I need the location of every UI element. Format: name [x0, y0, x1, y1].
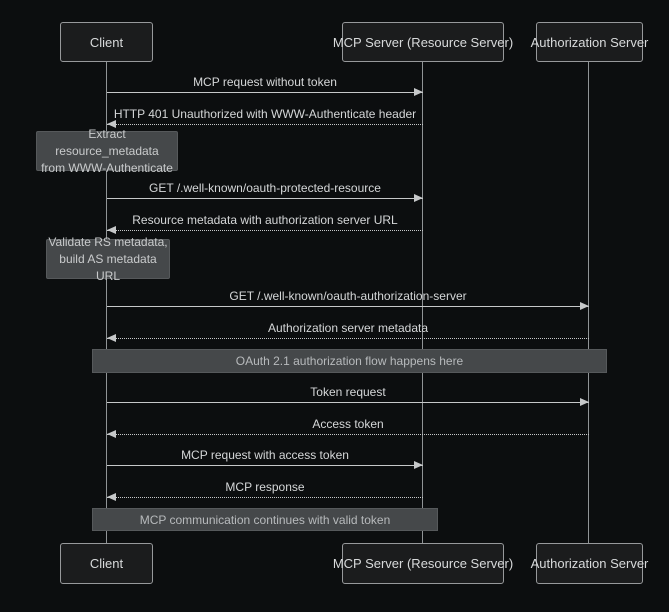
message-label: GET /.well-known/oauth-protected-resource — [149, 181, 381, 195]
message-arrow — [107, 75, 423, 93]
message-arrow — [107, 480, 423, 498]
arrowhead-icon — [107, 334, 116, 342]
arrowhead-icon — [107, 430, 116, 438]
message-label: MCP response — [225, 480, 305, 494]
message-label: HTTP 401 Unauthorized with WWW-Authenticate header — [113, 107, 417, 121]
message-arrow — [107, 448, 423, 466]
arrow-line — [107, 497, 423, 498]
note-label: OAuth 2.1 authorization flow happens here — [235, 354, 464, 368]
arrow-line — [107, 198, 423, 199]
note-oauth-flow-band — [92, 349, 607, 373]
note-mcp-continues-band — [92, 508, 438, 531]
arrow-line — [107, 465, 423, 466]
arrow-line — [107, 402, 589, 403]
arrowhead-icon — [107, 493, 116, 501]
note-validate-rs-metadata — [46, 234, 170, 283]
message-label: GET /.well-known/oauth-authorization-server — [229, 289, 467, 303]
message-arrow — [107, 107, 423, 125]
message-arrow — [107, 385, 589, 403]
actor-label: MCP Server (Resource Server) — [332, 556, 514, 571]
actor-authorization-server-top — [530, 22, 649, 62]
note-line: build AS metadata URL — [59, 251, 157, 283]
arrow-line — [107, 434, 589, 435]
message-arrow — [107, 213, 423, 231]
arrowhead-icon — [414, 88, 423, 96]
arrowhead-icon — [414, 194, 423, 202]
message-arrow — [107, 321, 589, 339]
note-line: Validate RS metadata, — [48, 234, 168, 249]
message-label: Authorization server metadata — [267, 321, 429, 335]
actor-label: Client — [89, 34, 124, 50]
arrow-line — [107, 92, 423, 93]
actor-label: Client — [89, 556, 124, 571]
arrow-line — [107, 338, 589, 339]
message-arrow — [107, 289, 589, 307]
actor-mcp-server-bottom — [332, 543, 514, 584]
message-arrow — [107, 181, 423, 199]
message-label: MCP request without token — [193, 75, 337, 89]
actor-label: MCP Server (Resource Server) — [332, 34, 514, 50]
note-line: Extract resource_metadata — [55, 126, 159, 158]
actor-client-bottom — [60, 543, 153, 584]
arrowhead-icon — [580, 302, 589, 310]
actor-label: Authorization Server — [530, 34, 649, 50]
message-arrow — [107, 417, 589, 435]
message-label: Resource metadata with authorization server URL — [132, 213, 398, 227]
message-label: Access token — [312, 417, 384, 431]
arrow-line — [107, 230, 423, 231]
actor-authorization-server-bottom — [530, 543, 649, 584]
actor-mcp-server-top — [332, 22, 514, 62]
arrowhead-icon — [414, 461, 423, 469]
actor-label: Authorization Server — [530, 556, 649, 571]
actor-client-top — [60, 22, 153, 62]
note-extract-resource-metadata — [36, 126, 178, 175]
note-label: MCP communication continues with valid token — [139, 512, 391, 527]
arrowhead-icon — [580, 398, 589, 406]
message-label: MCP request with access token — [181, 448, 349, 462]
message-label: Token request — [310, 385, 386, 399]
arrow-line — [107, 306, 589, 307]
note-line: from WWW-Authenticate — [41, 160, 173, 175]
